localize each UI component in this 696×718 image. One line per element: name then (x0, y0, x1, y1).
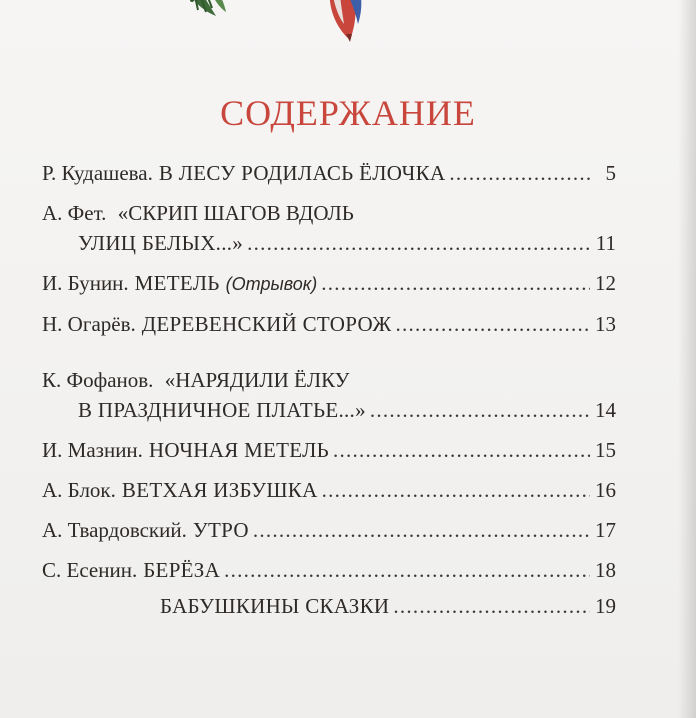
toc-page-number: 16 (595, 478, 616, 502)
toc-entry-ogarev[interactable] (42, 309, 616, 339)
toc-title-line2: УЛИЦ БЕЛЫХ...» (78, 231, 244, 255)
toc-title: УТРО (192, 518, 249, 542)
toc-author: И. Мазнин. (42, 438, 143, 462)
toc-title: БАБУШКИНЫ СКАЗКИ (160, 594, 390, 618)
toc-leader-dots (370, 395, 590, 425)
toc-page-number: 14 (595, 398, 616, 422)
toc-leader-dots (333, 435, 590, 465)
toc-title-line1: «НАРЯДИЛИ ЁЛКУ (164, 368, 350, 392)
toc-page-number: 15 (595, 438, 616, 462)
toc-author: К. Фофанов. (42, 368, 154, 392)
toc-title: ДЕРЕВЕНСКИЙ СТОРОЖ (141, 312, 392, 336)
toc-title-line2: В ПРАЗДНИЧНОЕ ПЛАТЬЕ...» (78, 398, 366, 422)
toc-author: А. Блок. (42, 478, 116, 502)
bird-illustration (330, 0, 362, 42)
toc-author: Н. Огарёв. (42, 312, 136, 336)
toc-leader-dots (322, 475, 590, 505)
toc-entry-bunin[interactable] (42, 268, 616, 299)
table-of-contents (42, 158, 616, 621)
toc-leader-dots (393, 591, 590, 621)
toc-page-number: 17 (595, 518, 616, 542)
toc-note: (Отрывок) (225, 274, 318, 294)
toc-author: А. Фет. (42, 201, 107, 225)
toc-page-number: 11 (595, 231, 616, 255)
toc-author: И. Бунин. (42, 271, 129, 295)
toc-entry-esenin[interactable] (42, 555, 616, 585)
toc-entry-maznin[interactable] (42, 435, 616, 465)
toc-page-number: 18 (595, 558, 616, 582)
toc-author: С. Есенин. (42, 558, 138, 582)
toc-title: В ЛЕСУ РОДИЛАСЬ ЁЛОЧКА (158, 161, 446, 185)
toc-title-line1: «СКРИП ШАГОВ ВДОЛЬ (117, 201, 354, 225)
toc-author: А. Твардовский. (42, 518, 187, 542)
toc-page-number: 12 (595, 271, 616, 295)
toc-page-number: 5 (605, 161, 616, 185)
toc-leader-dots (224, 555, 590, 585)
toc-title: МЕТЕЛЬ (134, 271, 220, 295)
toc-leader-dots (253, 515, 590, 545)
toc-author: Р. Кудашева. (42, 161, 153, 185)
toc-entry-tvardovsky[interactable] (42, 515, 616, 545)
toc-entry-blok[interactable] (42, 475, 616, 505)
toc-entry-fofanov[interactable] (42, 365, 616, 425)
toc-title: ВЕТХАЯ ИЗБУШКА (121, 478, 318, 502)
toc-leader-dots (247, 228, 590, 258)
toc-entry-fet[interactable] (42, 198, 616, 258)
toc-page-number: 19 (595, 594, 616, 618)
toc-page-number: 13 (595, 312, 616, 336)
toc-leader-dots (449, 158, 590, 188)
page-title: СОДЕРЖАНИЕ (220, 93, 476, 133)
decorative-illustration (180, 0, 400, 54)
toc-entry-kudasheva[interactable] (42, 158, 616, 188)
toc-title: БЕРЁЗА (143, 558, 221, 582)
fir-branch-illustration (188, 0, 226, 16)
toc-entry-babushkiny-skazki[interactable] (42, 591, 616, 621)
toc-leader-dots (321, 268, 590, 298)
toc-leader-dots (396, 309, 590, 339)
toc-title: НОЧНАЯ МЕТЕЛЬ (148, 438, 330, 462)
